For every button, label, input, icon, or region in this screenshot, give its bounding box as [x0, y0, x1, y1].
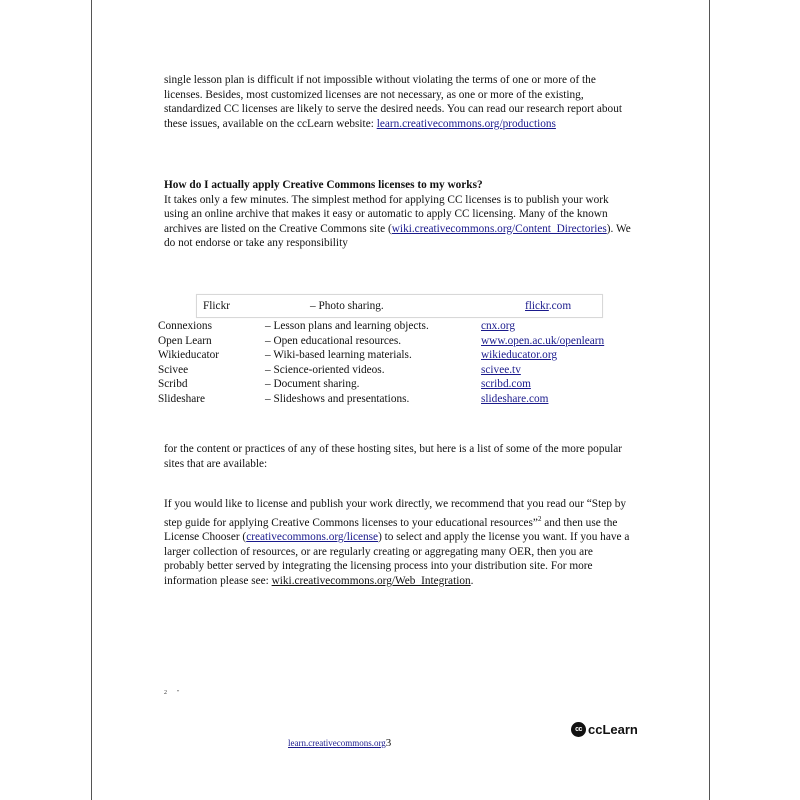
- site-link[interactable]: scivee.tv: [481, 363, 521, 376]
- paragraph-apply: How do I actually apply Creative Commons licenses to my works? It takes only a few minutes. The simplest method for applying CC licenses is to publish your work using an online archive that makes it easy or automatic to apply CC licensing. Many of the known archives are listed on the Creative Commons site (wiki.creativecommons.org/Content_Directories). We do not endorse or take any responsibility: [164, 178, 634, 251]
- page-footer: [288, 737, 391, 749]
- site-link[interactable]: scribd.com: [481, 378, 531, 390]
- site-link[interactable]: wikieducator.org: [481, 349, 558, 361]
- paragraph-license-chooser: If you would like to license and publish your work directly, we recommend that you read our “Step by step guide for applying Creative Commons licenses to your educational resources”$^2$ and then use the License Chooser (creativecommons.org/license) to select and apply the license you want. If you have a larger collection of resources, or are regularly creating or aggregating many OER, then you are probably better served by integrating the licensing process into your distribution site. For more information please see: wiki.creativecommons.org/Web_Integration.: [164, 498, 630, 587]
- cclearn-logo: cc ccLearn: [571, 719, 638, 739]
- footnote: 2 ": [164, 690, 180, 696]
- flickr-desc: – Photo sharing.: [310, 300, 384, 312]
- section-heading: How do I actually apply Creative Commons licenses to my works?: [164, 179, 483, 191]
- page-number: 3: [385, 737, 392, 749]
- site-link[interactable]: www.open.ac.uk/openlearn: [481, 334, 605, 347]
- flickr-name: Flickr: [203, 300, 230, 312]
- document-page: single lesson plan is difficult if not impossible without violating the terms of one or more of the licenses. Besides, most customized licenses are not necessary, as one or more of the existing, standardized CC licenses are likely to serve the desired needs. You can read our research report about these issues, available on the ccLearn website: learn.creativecommons.org/productions How do I actually apply Creative Commons licenses to my works? It takes only a few minutes. The simplest method for applying CC licenses is to publish your work using an online archive that makes it easy or automatic to apply CC licensing. Many of the known archives are listed on the Creative Commons site (wiki.creativecommons.org/Content_Directories). We do not endorse or take any responsibility Flickr – Photo sharing. flickr.com Connexions – Lesson plans and learning objects. cnx.org Open Learn – Open educational resources. www.open.ac.uk/openlearn Wikieducator – Wiki-based learning materials. wikieducator.org Scivee – Science-oriented videos. scivee.tv Scribd – Document sharing. scribd.com Slideshare – Slideshows and presentations. slideshare.com for the content or practices of any of these hosting sites, but here is a list of some of the more popular sites that are available: If you would like to license and publish your work directly, we recommend that you read our “Step by step guide for applying Creative Commons licenses to your educational resources”$^2$ and then use the License Chooser (creativecommons.org/license) to select and apply the license you want. If you have a larger collection of resources, or are regularly creating or aggregating many OER, then you are probably better served by integrating the licensing process into your distribution site. For more information please see: wiki.creativecommons.org/Web_Integration. 2 " cc ccLearn learn.creativecommons.org3: [91, 0, 710, 800]
- cc-logo-icon: cc: [571, 722, 586, 737]
- footer-link[interactable]: learn.creativecommons.org: [288, 738, 386, 748]
- web-integration-link[interactable]: wiki.creativecommons.org/Web_Integration: [271, 574, 471, 587]
- license-chooser-link[interactable]: creativecommons.org/license: [246, 530, 379, 543]
- site-link[interactable]: slideshare.com: [481, 392, 549, 405]
- site-link[interactable]: cnx.org: [481, 320, 515, 332]
- footnote-ref[interactable]: 2: [537, 514, 542, 523]
- flickr-row: [196, 294, 603, 318]
- paragraph-licenses: single lesson plan is difficult if not impossible without violating the terms of one or more of the licenses. Besides, most customized licenses are not necessary, as one or more of the existing, standardized CC licenses are likely to serve the desired needs. You can read our research report about these issues, available on the ccLearn website: learn.creativecommons.org/productions: [164, 74, 622, 130]
- productions-link[interactable]: learn.creativecommons.org/productions: [376, 117, 556, 130]
- content-directories-link[interactable]: wiki.creativecommons.org/Content_Directories: [391, 222, 607, 235]
- flickr-link[interactable]: flickr.com: [525, 300, 572, 312]
- paragraph-hosting-disclaimer: for the content or practices of any of these hosting sites, but here is a list of some of the more popular sites that are available:: [164, 443, 623, 470]
